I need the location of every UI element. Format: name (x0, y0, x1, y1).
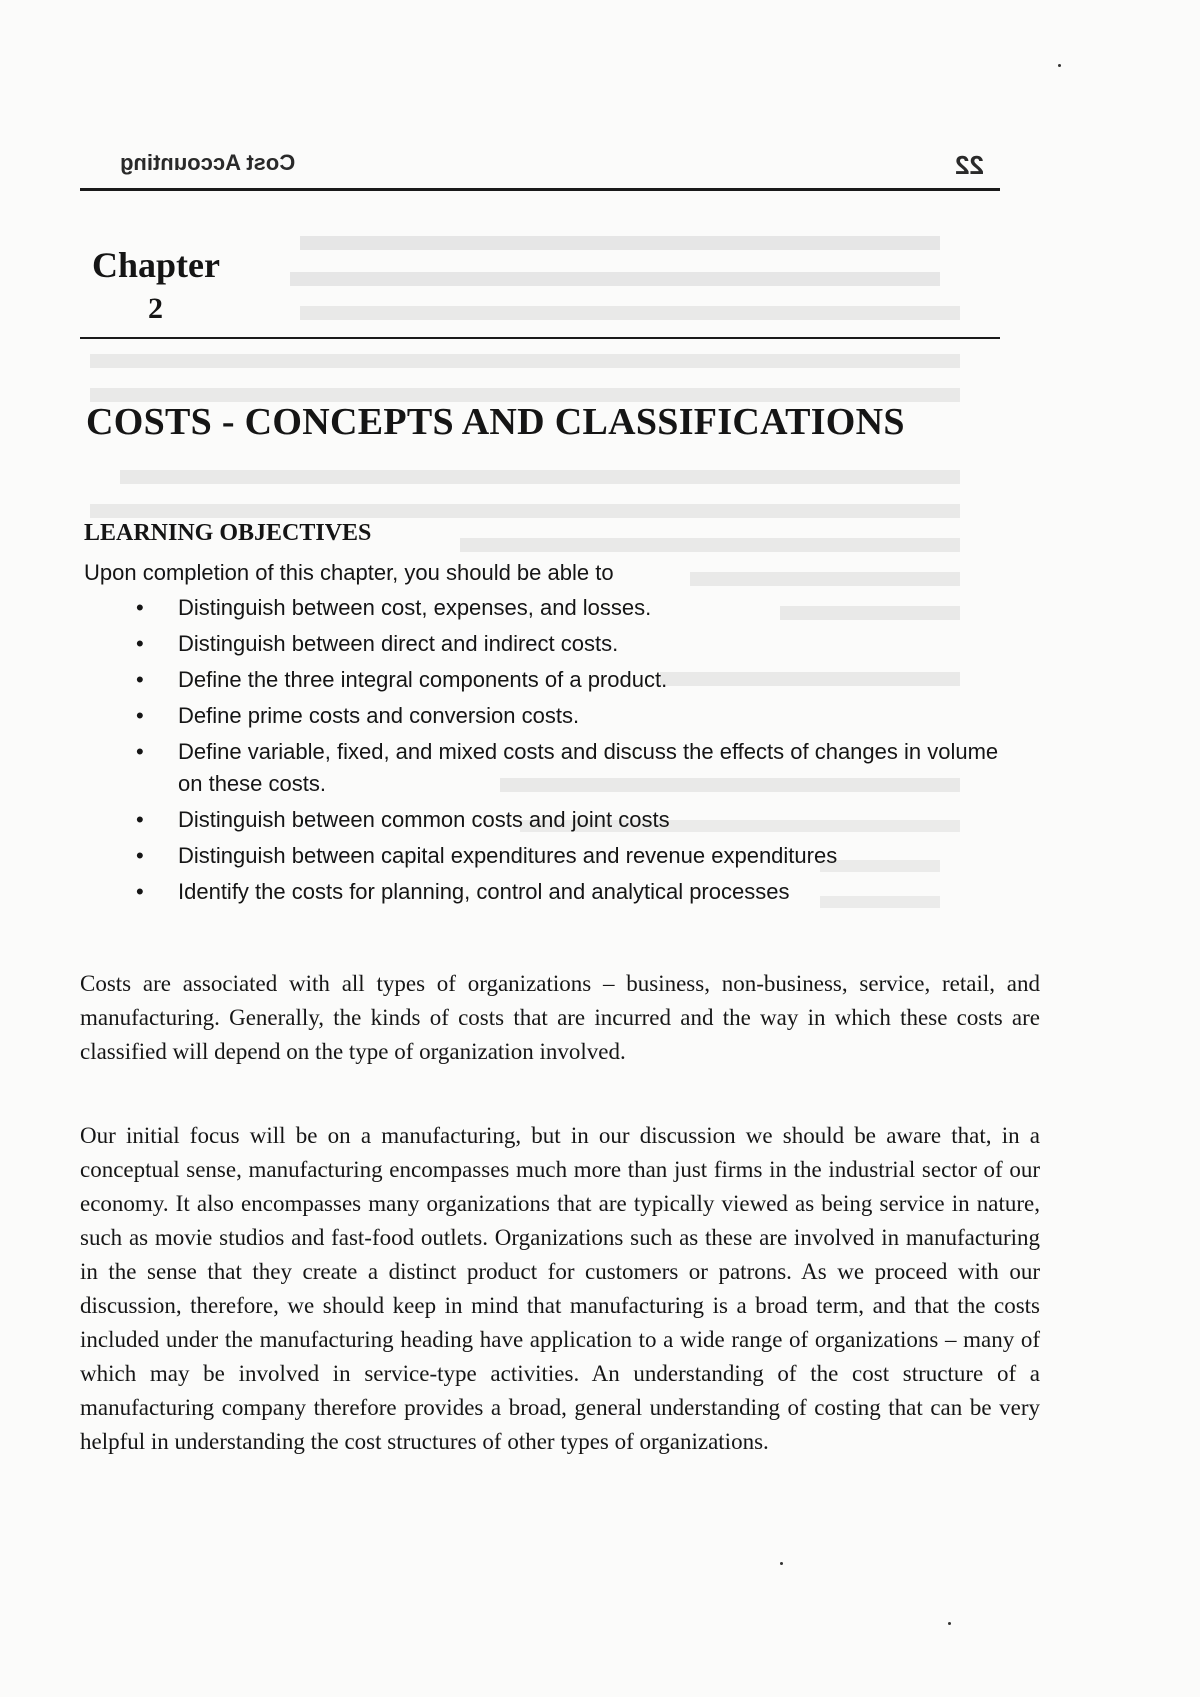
bullet-icon: • (136, 595, 144, 620)
objectives-list (136, 592, 1016, 912)
bullet-icon: • (136, 667, 144, 692)
bullet-icon: • (136, 807, 144, 832)
bullet-icon: • (136, 631, 144, 656)
chapter-label: Chapter (92, 245, 220, 285)
bleed-through-line (120, 470, 960, 484)
objective-text: Identify the costs for planning, control and analytical processes (178, 879, 790, 904)
bullet-icon: • (136, 703, 144, 728)
bullet-icon: • (136, 843, 144, 868)
objective-item (136, 736, 1016, 800)
objective-item (136, 804, 1016, 836)
chapter-title: COSTS - CONCEPTS AND CLASSIFICATIONS (86, 401, 905, 443)
objective-item (136, 840, 1016, 872)
objective-item (136, 700, 1016, 732)
objective-text: Distinguish between direct and indirect costs. (178, 631, 619, 656)
objective-item (136, 876, 1016, 908)
objective-text: Distinguish between capital expenditures and revenue expenditures (178, 843, 838, 868)
header-rule (80, 188, 1000, 191)
objective-text: Define the three integral components of a product. (178, 667, 668, 692)
body-paragraph-2: Our initial focus will be on a manufacturing, but in our discussion we should be aware that, in a conceptual sense, manufacturing encompasses much more than just firms in the industrial sector of our economy. It also encompasses many organizations that are typically viewed as being service in nature, such as movie studios and fast-food outlets. Organizations such as these are involved in manufacturing in the sense that they create a distinct product for customers or patrons. As we proceed with our discussion, therefore, we should keep in mind that manufacturing is a broad term, and that the costs included under the manufacturing heading have application to a wide range of organizations – many of which may be involved in service-type activities. An understanding of the cost structure of a manufacturing company therefore provides a broad, general understanding of costing that can be very helpful in understanding the cost structures of other types of organizations. (80, 1123, 1040, 1454)
objectives-intro: Upon completion of this chapter, you should be able to (84, 560, 614, 585)
scan-speck (948, 1622, 951, 1625)
objective-text: Define variable, fixed, and mixed costs and discuss the effects of changes in volume on these costs. (178, 739, 999, 796)
objective-text: Distinguish between cost, expenses, and losses. (178, 595, 652, 620)
bleed-through-line (90, 354, 960, 368)
scan-speck (1058, 64, 1061, 67)
page-number: 22 (955, 150, 984, 180)
bullet-icon: • (136, 879, 144, 904)
objectives-heading: LEARNING OBJECTIVES (84, 520, 372, 546)
bleed-through-line (90, 504, 960, 518)
chapter-number: 2 (148, 292, 163, 325)
body-paragraph-1: Costs are associated with all types of organizations – business, non-business, service, retail, and manufacturing. Generally, the kinds of costs that are incurred and the way in which these costs are classified will depend on the type of organization involved. (80, 971, 1040, 1064)
bleed-through-line (690, 572, 960, 586)
running-header-title: Cost Accounting (120, 150, 296, 175)
bullet-icon: • (136, 739, 144, 764)
objective-text: Distinguish between common costs and joint costs (178, 807, 670, 832)
objective-item (136, 628, 1016, 660)
bleed-through-line (300, 306, 960, 320)
bleed-through-line (460, 538, 960, 552)
bleed-through-line (290, 272, 940, 286)
scan-speck (780, 1562, 783, 1565)
chapter-rule (80, 337, 1000, 339)
objective-item (136, 664, 1016, 696)
objective-item (136, 592, 1016, 624)
objective-text: Define prime costs and conversion costs. (178, 703, 580, 728)
bleed-through-line (300, 236, 940, 250)
